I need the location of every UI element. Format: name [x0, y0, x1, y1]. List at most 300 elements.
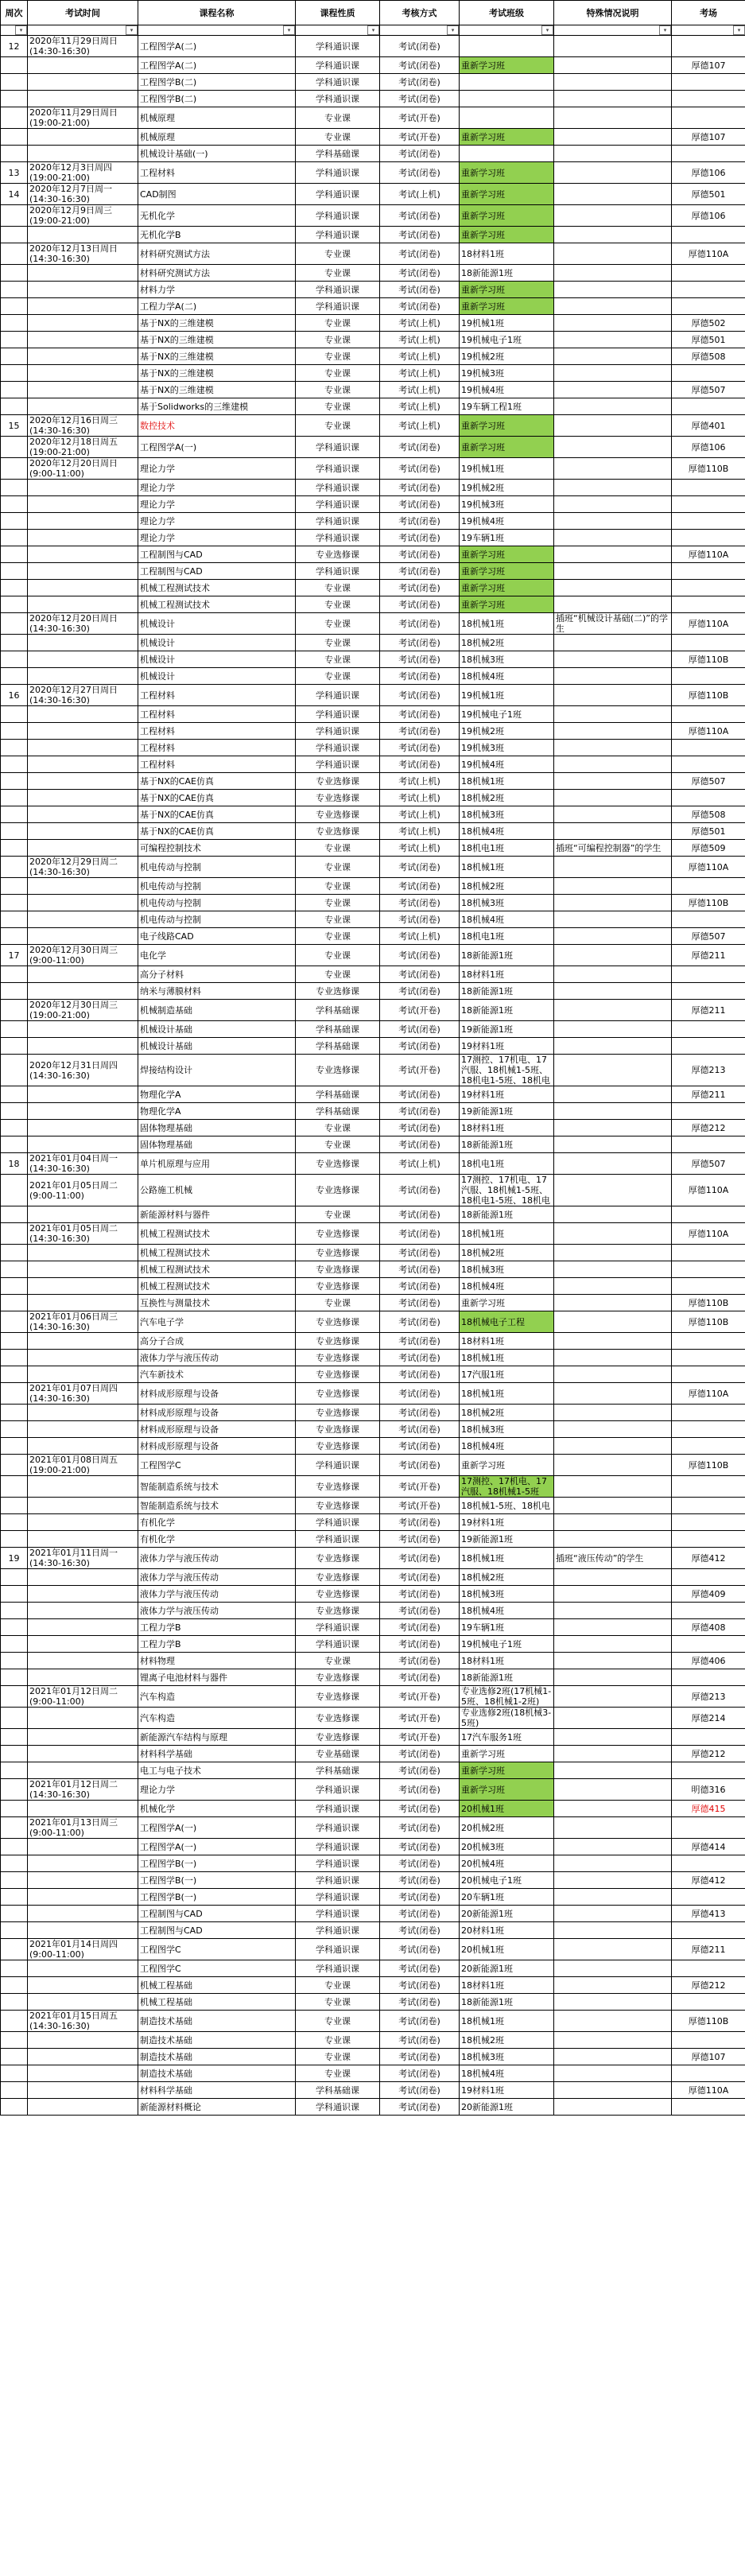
course-name-cell: 机械工程测试技术 — [138, 1245, 296, 1261]
special-note-cell — [554, 1514, 672, 1531]
assessment-cell: 考试(闭卷) — [380, 1779, 460, 1801]
course-type-cell: 专业选修课 — [296, 1383, 380, 1405]
exam-room-cell: 厚德110A — [672, 857, 745, 878]
table-row — [1, 496, 745, 513]
table-row — [1, 2011, 745, 2032]
table-row — [1, 1686, 745, 1708]
assessment-cell: 考试(闭卷) — [380, 1669, 460, 1686]
exam-class-cell: 18机械4班 — [460, 1278, 554, 1295]
week-cell — [1, 1498, 28, 1514]
header-exam-class: 考试班级 — [460, 1, 554, 25]
exam-time-cell — [28, 1855, 138, 1872]
exam-class-cell: 18机电1班 — [460, 1153, 554, 1175]
course-type-cell: 学科通识课 — [296, 1889, 380, 1906]
special-note-cell — [554, 1872, 672, 1889]
assessment-cell: 考试(闭卷) — [380, 496, 460, 513]
week-cell — [1, 437, 28, 458]
exam-class-cell — [460, 74, 554, 91]
course-type-cell: 专业课 — [296, 265, 380, 282]
table-row — [1, 1136, 745, 1153]
special-note-cell — [554, 928, 672, 945]
exam-class-cell: 18机械2班 — [460, 2032, 554, 2049]
filter-dropdown-icon[interactable]: ▾ — [15, 25, 27, 35]
course-name-cell: 基于NX的三维建模 — [138, 365, 296, 382]
special-note-cell — [554, 530, 672, 546]
course-type-cell: 专业课 — [296, 596, 380, 613]
week-cell — [1, 1000, 28, 1021]
week-cell — [1, 243, 28, 265]
table-row — [1, 1153, 745, 1175]
exam-class-cell: 专业选修2班(17机械1-5班、18机械1-2班) — [460, 1686, 554, 1708]
special-note-cell — [554, 1839, 672, 1855]
assessment-cell: 考试(闭卷) — [380, 1872, 460, 1889]
filter-week[interactable] — [1, 25, 28, 36]
assessment-cell: 考试(上机) — [380, 823, 460, 840]
course-type-cell: 学科基础课 — [296, 146, 380, 162]
special-note-cell — [554, 2011, 672, 2032]
course-type-cell: 学科通识课 — [296, 530, 380, 546]
assessment-cell: 考试(闭卷) — [380, 945, 460, 966]
week-cell — [1, 1636, 28, 1653]
course-name-cell: 工程制图与CAD — [138, 1922, 296, 1939]
exam-room-cell: 厚德214 — [672, 1708, 745, 1729]
exam-time-cell — [28, 129, 138, 146]
filter-dropdown-icon[interactable]: ▾ — [283, 25, 295, 35]
exam-room-cell: 厚德110B — [672, 1455, 745, 1476]
assessment-cell: 考试(闭卷) — [380, 1245, 460, 1261]
exam-room-cell: 厚德413 — [672, 1906, 745, 1922]
special-note-cell — [554, 1000, 672, 1021]
special-note-cell — [554, 1021, 672, 1038]
course-name-cell: 无机化学B — [138, 227, 296, 243]
exam-class-cell: 19材料1班 — [460, 1086, 554, 1103]
filter-course-name[interactable] — [138, 25, 296, 36]
course-name-cell: 机械设计 — [138, 635, 296, 651]
course-name-cell: 汽车构造 — [138, 1708, 296, 1729]
assessment-cell: 考试(闭卷) — [380, 983, 460, 1000]
assessment-cell: 考试(开卷) — [380, 1729, 460, 1746]
week-cell — [1, 1421, 28, 1438]
course-name-cell: 基于NX的三维建模 — [138, 315, 296, 332]
table-row — [1, 2065, 745, 2082]
table-row — [1, 740, 745, 756]
exam-room-cell — [672, 398, 745, 415]
exam-room-cell: 厚德110B — [672, 458, 745, 480]
filter-dropdown-icon[interactable]: ▾ — [126, 25, 138, 35]
filter-exam-class[interactable] — [460, 25, 554, 36]
assessment-cell: 考试(闭卷) — [380, 1383, 460, 1405]
table-row — [1, 1762, 745, 1779]
exam-room-cell — [672, 1889, 745, 1906]
assessment-cell: 考试(闭卷) — [380, 1619, 460, 1636]
week-cell — [1, 563, 28, 580]
course-type-cell: 专业选修课 — [296, 1686, 380, 1708]
special-note-cell — [554, 878, 672, 895]
special-note-cell — [554, 651, 672, 668]
course-type-cell: 专业课 — [296, 415, 380, 437]
week-cell: 19 — [1, 1548, 28, 1569]
week-cell — [1, 790, 28, 806]
week-cell — [1, 756, 28, 773]
exam-room-cell: 厚德211 — [672, 1939, 745, 1960]
exam-room-cell — [672, 1514, 745, 1531]
course-type-cell: 专业选修课 — [296, 1055, 380, 1086]
exam-class-cell: 18机械3班 — [460, 1261, 554, 1278]
course-name-cell: 理论力学 — [138, 513, 296, 530]
week-cell — [1, 1514, 28, 1531]
course-name-cell: 工程图学A(二) — [138, 36, 296, 57]
week-cell — [1, 635, 28, 651]
special-note-cell — [554, 1405, 672, 1421]
week-cell — [1, 706, 28, 723]
special-note-cell — [554, 1476, 672, 1498]
exam-class-cell: 18新能源1班 — [460, 1136, 554, 1153]
exam-class-cell: 18新能源1班 — [460, 1000, 554, 1021]
exam-room-cell — [672, 1405, 745, 1421]
exam-time-cell — [28, 2065, 138, 2082]
course-type-cell: 专业选修课 — [296, 1729, 380, 1746]
exam-class-cell: 重新学习班 — [460, 1295, 554, 1311]
week-cell — [1, 2099, 28, 2116]
assessment-cell: 考试(闭卷) — [380, 298, 460, 315]
special-note-cell — [554, 480, 672, 496]
assessment-cell: 考试(闭卷) — [380, 530, 460, 546]
exam-room-cell: 厚德414 — [672, 1839, 745, 1855]
course-type-cell: 专业选修课 — [296, 1498, 380, 1514]
table-row — [1, 458, 745, 480]
exam-time-cell — [28, 1839, 138, 1855]
header-course-type: 课程性质 — [296, 1, 380, 25]
special-note-cell — [554, 1653, 672, 1669]
week-cell — [1, 332, 28, 348]
filter-course-type[interactable] — [296, 25, 380, 36]
special-note-cell — [554, 282, 672, 298]
week-cell — [1, 1333, 28, 1350]
assessment-cell: 考试(开卷) — [380, 1055, 460, 1086]
exam-room-cell: 厚德110A — [672, 546, 745, 563]
table-row — [1, 1960, 745, 1977]
special-note-cell — [554, 706, 672, 723]
exam-room-cell: 厚德110A — [672, 613, 745, 635]
exam-time-cell: 2020年12月3日周四(19:00-21:00) — [28, 162, 138, 184]
table-row — [1, 1421, 745, 1438]
table-row — [1, 1906, 745, 1922]
table-row — [1, 685, 745, 706]
special-note-cell — [554, 1569, 672, 1586]
special-note-cell — [554, 57, 672, 74]
week-cell — [1, 1366, 28, 1383]
table-row — [1, 1569, 745, 1586]
special-note-cell — [554, 1762, 672, 1779]
week-cell — [1, 1021, 28, 1038]
exam-class-cell: 18机械2班 — [460, 790, 554, 806]
table-row — [1, 1872, 745, 1889]
course-name-cell: 理论力学 — [138, 496, 296, 513]
week-cell — [1, 1055, 28, 1086]
course-type-cell: 学科通识课 — [296, 1779, 380, 1801]
course-type-cell: 学科基础课 — [296, 1762, 380, 1779]
week-cell — [1, 1603, 28, 1619]
week-cell — [1, 1586, 28, 1603]
assessment-cell: 考试(上机) — [380, 315, 460, 332]
filter-exam-room[interactable] — [672, 25, 745, 36]
course-type-cell: 专业课 — [296, 365, 380, 382]
special-note-cell — [554, 1383, 672, 1405]
assessment-cell: 考试(闭卷) — [380, 1038, 460, 1055]
course-type-cell: 学科基础课 — [296, 1086, 380, 1103]
exam-time-cell — [28, 74, 138, 91]
exam-time-cell: 2021年01月14日周四(9:00-11:00) — [28, 1939, 138, 1960]
exam-room-cell — [672, 1333, 745, 1350]
exam-room-cell: 明德316 — [672, 1779, 745, 1801]
assessment-cell: 考试(闭卷) — [380, 1762, 460, 1779]
week-cell — [1, 1206, 28, 1223]
week-cell — [1, 1476, 28, 1498]
week-cell — [1, 57, 28, 74]
table-row — [1, 1055, 745, 1086]
exam-time-cell — [28, 1476, 138, 1498]
table-row — [1, 365, 745, 382]
exam-room-cell: 厚德509 — [672, 840, 745, 857]
exam-class-cell: 19机械4班 — [460, 513, 554, 530]
exam-time-cell — [28, 840, 138, 857]
course-name-cell: 工程图学A(一) — [138, 437, 296, 458]
course-name-cell: 材料研究测试方法 — [138, 243, 296, 265]
course-name-cell: 机械原理 — [138, 129, 296, 146]
special-note-cell — [554, 1889, 672, 1906]
exam-class-cell: 重新学习班 — [460, 162, 554, 184]
week-cell — [1, 1801, 28, 1817]
special-note-cell — [554, 107, 672, 129]
course-type-cell: 学科通识课 — [296, 184, 380, 205]
exam-room-cell — [672, 1245, 745, 1261]
special-note-cell — [554, 1261, 672, 1278]
course-type-cell: 专业选修课 — [296, 1245, 380, 1261]
exam-class-cell: 重新学习班 — [460, 437, 554, 458]
exam-room-cell: 厚德106 — [672, 437, 745, 458]
exam-room-cell — [672, 1994, 745, 2011]
week-cell: 12 — [1, 36, 28, 57]
week-cell — [1, 613, 28, 635]
exam-room-cell — [672, 1762, 745, 1779]
exam-room-cell — [672, 790, 745, 806]
exam-class-cell: 重新学习班 — [460, 184, 554, 205]
exam-room-cell — [672, 496, 745, 513]
course-type-cell: 学科通识课 — [296, 2099, 380, 2116]
week-cell: 17 — [1, 945, 28, 966]
exam-time-cell — [28, 563, 138, 580]
exam-class-cell: 18机械2班 — [460, 635, 554, 651]
assessment-cell: 考试(开卷) — [380, 107, 460, 129]
course-name-cell: 工程图学C — [138, 1455, 296, 1476]
exam-time-cell: 2021年01月05日周二(14:30-16:30) — [28, 1223, 138, 1245]
exam-room-cell — [672, 146, 745, 162]
assessment-cell: 考试(闭卷) — [380, 1455, 460, 1476]
table-row — [1, 1746, 745, 1762]
filter-exam-time[interactable] — [28, 25, 138, 36]
exam-class-cell: 20新能源1班 — [460, 1960, 554, 1977]
assessment-cell: 考试(闭卷) — [380, 227, 460, 243]
exam-class-cell: 19机械1班 — [460, 685, 554, 706]
week-cell — [1, 928, 28, 945]
exam-room-cell: 厚德501 — [672, 332, 745, 348]
exam-time-cell: 2021年01月12日周二(9:00-11:00) — [28, 1686, 138, 1708]
exam-time-cell: 2020年12月30日周三(19:00-21:00) — [28, 1000, 138, 1021]
week-cell: 18 — [1, 1153, 28, 1175]
filter-dropdown-icon[interactable]: ▾ — [659, 25, 671, 35]
filter-dropdown-icon[interactable]: ▾ — [541, 25, 553, 35]
course-name-cell: 液体力学与液压传动 — [138, 1603, 296, 1619]
exam-time-cell — [28, 1405, 138, 1421]
exam-room-cell — [672, 1531, 745, 1548]
filter-assessment[interactable] — [380, 25, 460, 36]
exam-class-cell: 20车辆1班 — [460, 1889, 554, 1906]
special-note-cell — [554, 1636, 672, 1653]
exam-class-cell: 18机械4班 — [460, 1438, 554, 1455]
exam-time-cell — [28, 480, 138, 496]
exam-room-cell — [672, 1498, 745, 1514]
exam-time-cell: 2020年12月20日周日(9:00-11:00) — [28, 458, 138, 480]
course-type-cell: 学科通识课 — [296, 723, 380, 740]
course-type-cell: 专业课 — [296, 945, 380, 966]
exam-class-cell: 20新能源1班 — [460, 1906, 554, 1922]
course-name-cell: 高分子材料 — [138, 966, 296, 983]
special-note-cell — [554, 1686, 672, 1708]
course-name-cell: 机械设计 — [138, 651, 296, 668]
table-row — [1, 1994, 745, 2011]
course-type-cell: 专业课 — [296, 382, 380, 398]
exam-time-cell — [28, 496, 138, 513]
special-note-cell — [554, 205, 672, 227]
course-type-cell: 学科基础课 — [296, 1103, 380, 1120]
exam-class-cell: 18机械1班 — [460, 1350, 554, 1366]
exam-time-cell — [28, 1498, 138, 1514]
course-type-cell: 专业课 — [296, 1206, 380, 1223]
course-name-cell: 工程图学B(二) — [138, 74, 296, 91]
course-type-cell: 学科基础课 — [296, 1021, 380, 1038]
exam-room-cell — [672, 36, 745, 57]
course-name-cell: 机械工程测试技术 — [138, 1223, 296, 1245]
course-type-cell: 学科通识课 — [296, 685, 380, 706]
course-name-cell: 电化学 — [138, 945, 296, 966]
assessment-cell: 考试(闭卷) — [380, 205, 460, 227]
week-cell — [1, 1994, 28, 2011]
course-type-cell: 学科通识课 — [296, 437, 380, 458]
table-row — [1, 315, 745, 332]
filter-dropdown-icon[interactable]: ▾ — [447, 25, 459, 35]
course-type-cell: 学科通识课 — [296, 706, 380, 723]
exam-time-cell — [28, 596, 138, 613]
special-note-cell — [554, 1708, 672, 1729]
exam-room-cell: 厚德110B — [672, 1311, 745, 1333]
table-row — [1, 382, 745, 398]
week-cell — [1, 1686, 28, 1708]
exam-class-cell: 重新学习班 — [460, 1746, 554, 1762]
exam-time-cell — [28, 530, 138, 546]
exam-room-cell — [672, 1960, 745, 1977]
table-row — [1, 1103, 745, 1120]
week-cell — [1, 1311, 28, 1333]
filter-dropdown-icon[interactable]: ▾ — [733, 25, 745, 35]
assessment-cell: 考试(上机) — [380, 184, 460, 205]
exam-time-cell — [28, 1278, 138, 1295]
assessment-cell: 考试(上机) — [380, 332, 460, 348]
special-note-cell — [554, 315, 672, 332]
course-name-cell: 高分子合成 — [138, 1333, 296, 1350]
assessment-cell: 考试(闭卷) — [380, 1278, 460, 1295]
course-name-cell: 机械设计基础(一) — [138, 146, 296, 162]
table-row — [1, 1295, 745, 1311]
course-type-cell: 学科通识课 — [296, 227, 380, 243]
table-row — [1, 1405, 745, 1421]
course-name-cell: 电子线路CAD — [138, 928, 296, 945]
course-type-cell: 学科通识课 — [296, 480, 380, 496]
course-type-cell: 学科通识课 — [296, 496, 380, 513]
exam-room-cell — [672, 1817, 745, 1839]
exam-room-cell — [672, 740, 745, 756]
exam-class-cell: 重新学习班 — [460, 415, 554, 437]
assessment-cell: 考试(闭卷) — [380, 2049, 460, 2065]
table-row — [1, 1779, 745, 1801]
assessment-cell: 考试(闭卷) — [380, 36, 460, 57]
course-type-cell: 专业课 — [296, 1136, 380, 1153]
exam-class-cell: 重新学习班 — [460, 580, 554, 596]
assessment-cell: 考试(开卷) — [380, 1476, 460, 1498]
table-row — [1, 1498, 745, 1514]
course-type-cell: 专业课 — [296, 1994, 380, 2011]
filter-special-note[interactable] — [554, 25, 672, 36]
assessment-cell: 考试(闭卷) — [380, 1421, 460, 1438]
table-row — [1, 1839, 745, 1855]
week-cell — [1, 1223, 28, 1245]
assessment-cell: 考试(闭卷) — [380, 1350, 460, 1366]
table-row — [1, 1708, 745, 1729]
special-note-cell — [554, 1350, 672, 1366]
assessment-cell: 考试(闭卷) — [380, 1939, 460, 1960]
exam-time-cell: 2021年01月11日周一(14:30-16:30) — [28, 1548, 138, 1569]
assessment-cell: 考试(闭卷) — [380, 685, 460, 706]
special-note-cell — [554, 415, 672, 437]
special-note-cell — [554, 1311, 672, 1333]
filter-dropdown-icon[interactable]: ▾ — [367, 25, 379, 35]
week-cell — [1, 1569, 28, 1586]
exam-room-cell: 厚德213 — [672, 1686, 745, 1708]
exam-class-cell: 18材料1班 — [460, 1333, 554, 1350]
exam-time-cell: 2021年01月06日周三(14:30-16:30) — [28, 1311, 138, 1333]
table-row — [1, 1476, 745, 1498]
course-type-cell: 学科通识课 — [296, 1872, 380, 1889]
assessment-cell: 考试(闭卷) — [380, 480, 460, 496]
special-note-cell — [554, 184, 672, 205]
exam-time-cell — [28, 1086, 138, 1103]
exam-room-cell — [672, 911, 745, 928]
table-row — [1, 1729, 745, 1746]
exam-room-cell: 厚德212 — [672, 1746, 745, 1762]
exam-room-cell — [672, 513, 745, 530]
exam-time-cell — [28, 1438, 138, 1455]
special-note-cell — [554, 1438, 672, 1455]
course-name-cell: 制造技术基础 — [138, 2011, 296, 2032]
course-type-cell: 专业课 — [296, 857, 380, 878]
course-name-cell: 机械设计 — [138, 613, 296, 635]
exam-class-cell: 19机械2班 — [460, 723, 554, 740]
assessment-cell: 考试(闭卷) — [380, 1746, 460, 1762]
table-row — [1, 1619, 745, 1636]
exam-room-cell: 厚德507 — [672, 773, 745, 790]
assessment-cell: 考试(上机) — [380, 928, 460, 945]
course-type-cell: 专业选修课 — [296, 546, 380, 563]
course-name-cell: 机电传动与控制 — [138, 878, 296, 895]
